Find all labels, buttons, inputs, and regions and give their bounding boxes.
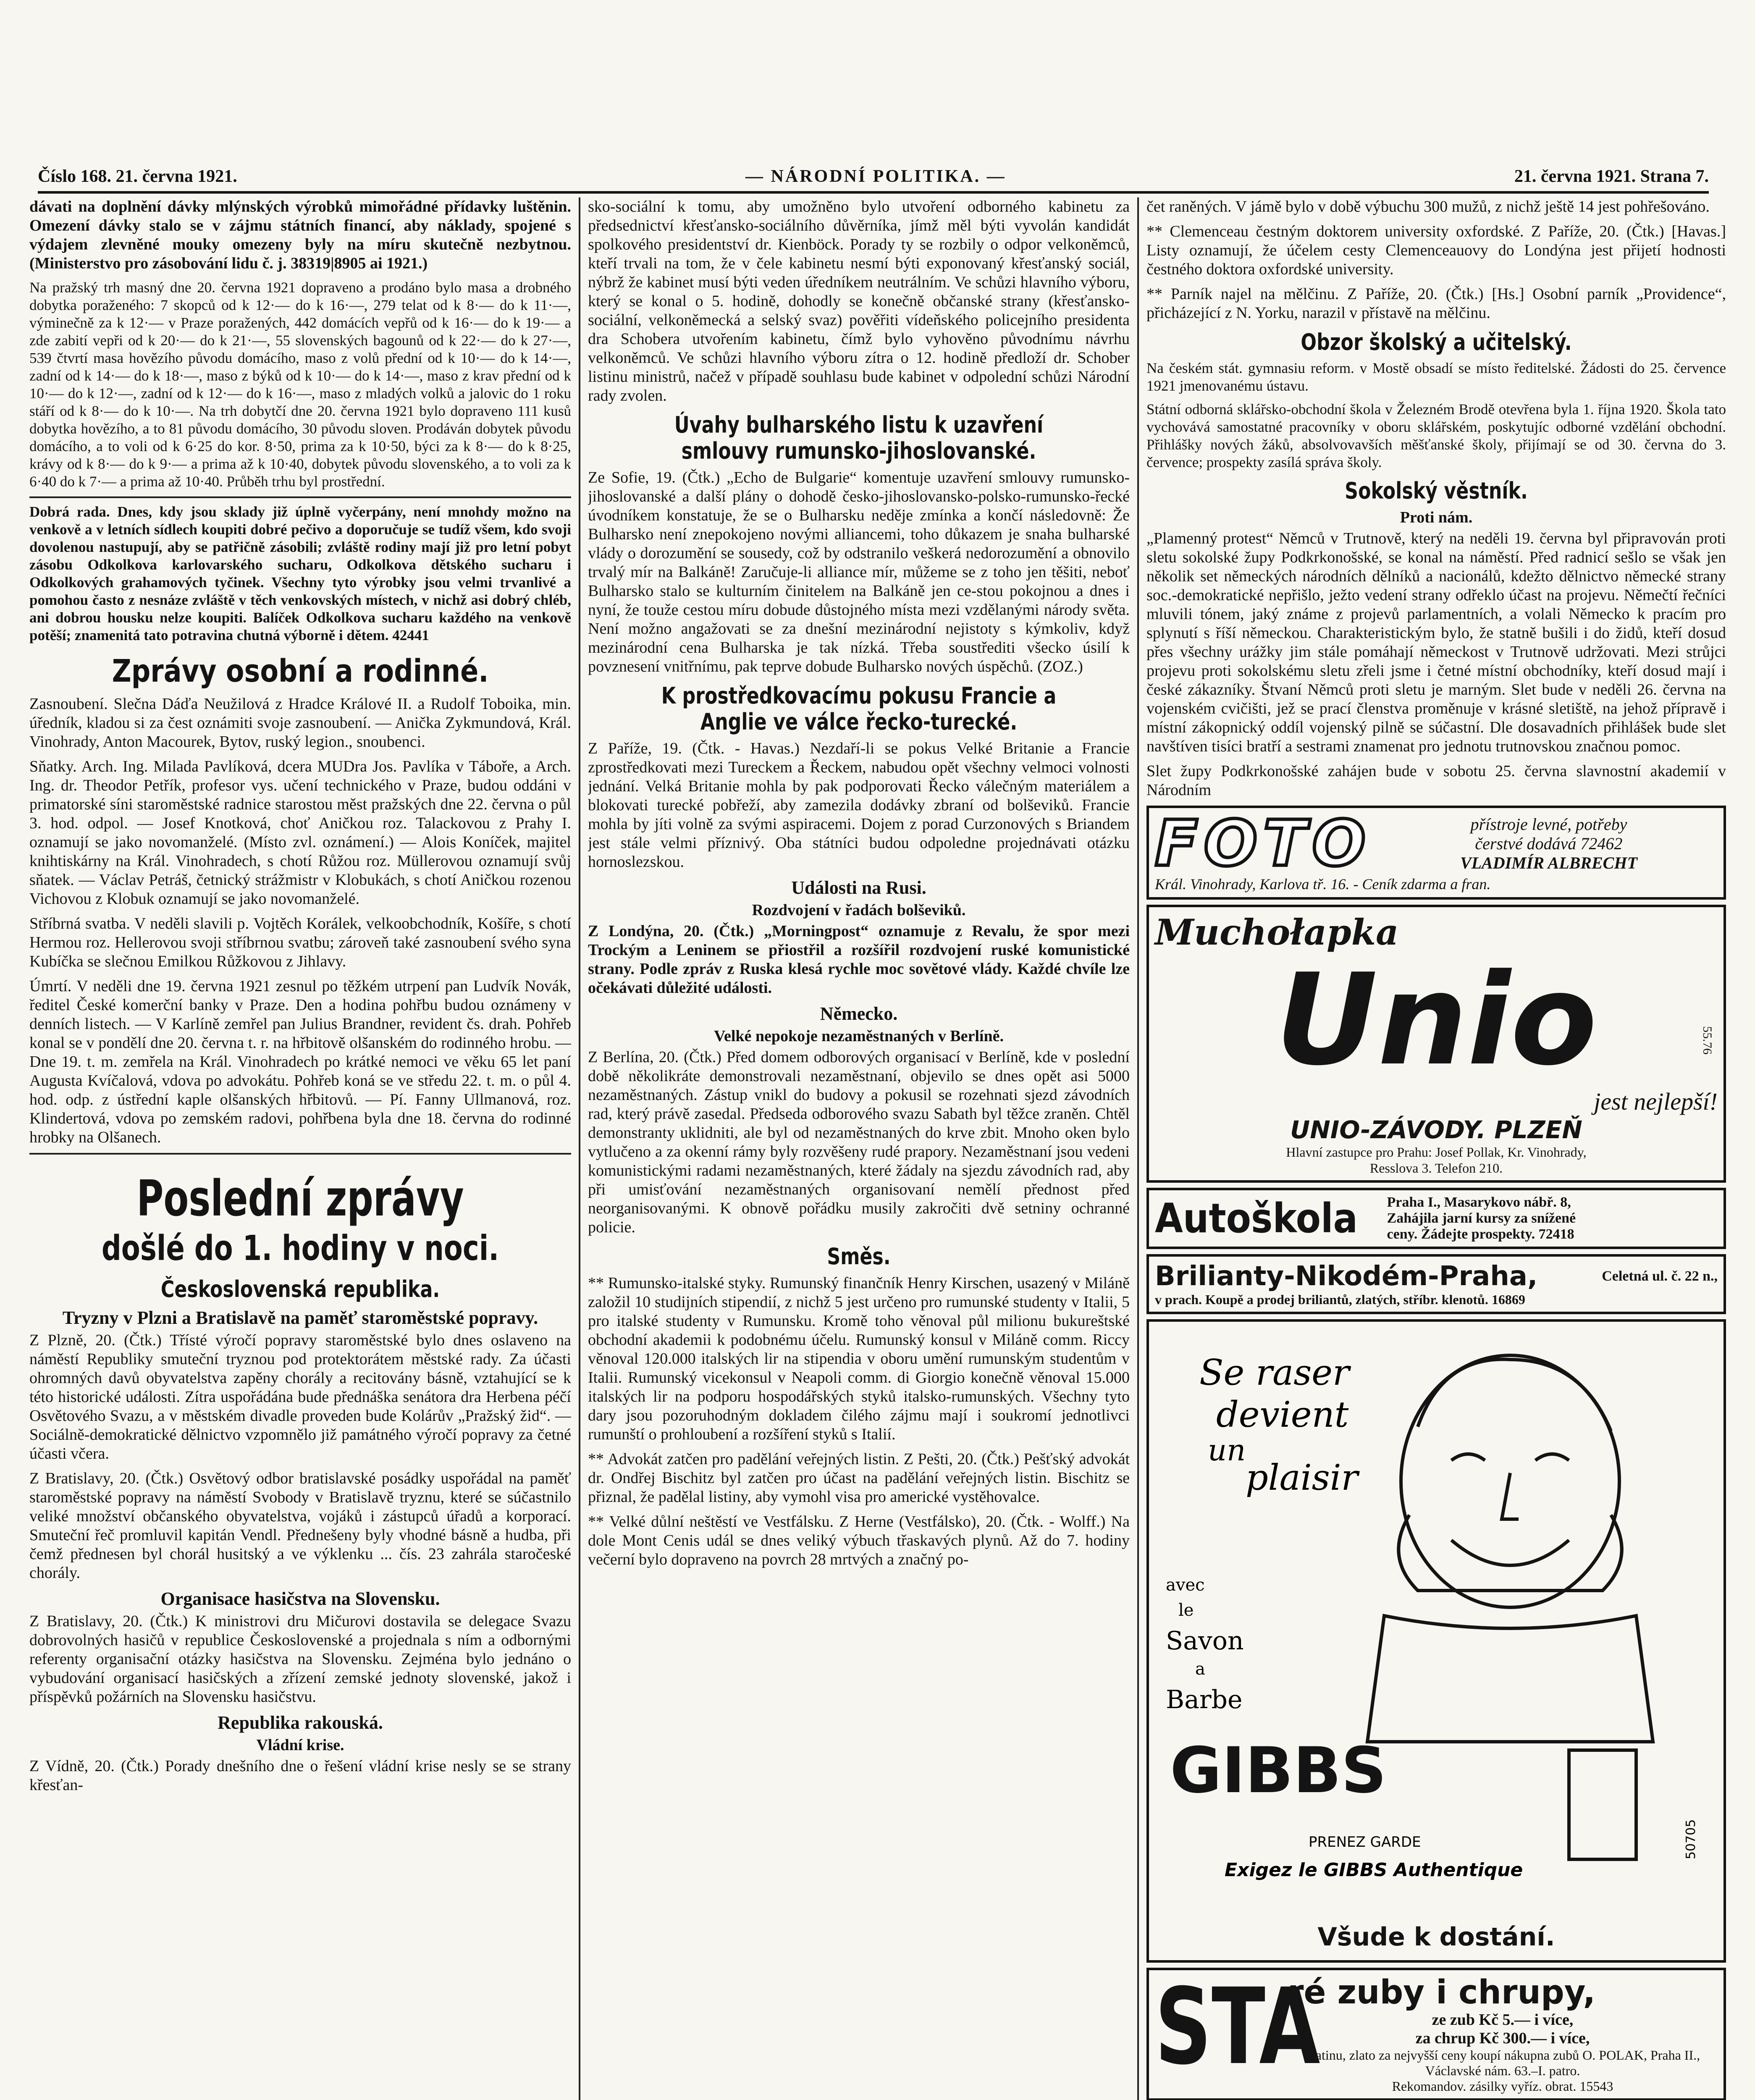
ad-sta-row [1155, 1966, 1718, 2094]
article-londyn: Z Londýna, 20. (Čtk.) „Morningpost“ oznamuje z Revalu, že spor mezi Trockým a Leninem se přiostřil a rozšířil rozdvojení ruské komunistické strany. Podle zpráv z Ruska klesá rychle moc sovětové vlády. Každé chvíle lze očekávati důležité události. [588, 922, 1130, 997]
ad-sta-heading: ré zuby i chrupy, [1288, 1974, 1596, 2011]
article-ranenych: čet raněných. V jámě bylo v době výbuchu 300 mužů, z nichž ještě 14 jest pohřešováno. [1146, 198, 1710, 215]
ad-unio-line-2: Resslova 3. Telefon 210. [1369, 1160, 1503, 1176]
ad-gibbs-illustration [1149, 1322, 1712, 1901]
column-rule-1 [579, 197, 580, 2100]
gibbs-script-2: devient [1216, 1394, 1349, 1435]
ad-foto-line-3: VLADIMÍR ALBRECHT [1460, 853, 1637, 872]
article-zasnoubeni: Zasnoubení. Slečna Dáďa Neužilová z Hradce Králové II. a Rudolf Toboika, min. úředník, kladou si za čest oznámiti svoje zasnoubení. — Anička Zykmundová, Král. Vinohrady, Anton Macourek, Bytov, ruský legion., snoubenci. [29, 695, 571, 751]
ad-sta-line-2: za chrup Kč 300.— i více, [1415, 2029, 1590, 2047]
heading-skolsky: Obzor školský a učitelský. [1301, 329, 1572, 355]
article-slet: Slet župy Podkrkonošské zahájen bude v sobotu 25. června slavnostní akademií v Národním [1146, 762, 1726, 799]
column-2 [588, 197, 1130, 2100]
ad-sta-text [1288, 1974, 1718, 2094]
gibbs-script-1: Se raser [1199, 1352, 1350, 1393]
heading-smes: Směs. [827, 1243, 891, 1270]
gibbs-word-avec: avec [1166, 1575, 1205, 1595]
page-header [38, 162, 1709, 194]
ad-gibbs [1146, 1319, 1726, 1963]
section-title-posledni: Poslední zprávy [136, 1169, 464, 1227]
article-trutnov: „Plamenný protest“ Němců v Trutnově, který na neděli 19. června byl připravován proti sletu sokolské župy Podkrkonošské, se konal na náměstí. Před radnicí sešlo se však jen několik set německých národních dělníků a nacionálů, kdežto dělnictvo německé strany soc.-demokratické nepřišlo, ježto vedení strany odřeklo účast na projevu. Němečtí řečníci mluvili tónem, jaký známe z projevů parlamentních, a volali Německo k pracím pro splynutí s říší německou. Charakteristickým bylo, že statně bušili i do židů, kteří dosud přes všechny urážky jim stále pomáhají německost v Trutnově udržovati. Mezi strůjci projevu proti sokolskému sletu zřeli jsme i četné místní obchodníky, kteří dosud mají i české zákazníky. Štvaní Němců proti sletu je marným. Slet bude v neděli 26. června na vojenském cvičišti, jež se prací členstva proměnuje v krásné sletiště, na jehož přípravě i místní zákopnický oddíl vojenský pilně se súčastní. Dle dosavadních přihlášek bude slet navštíven tisíci bratří a sestrami znamenat pro jednotu trutnovskou značnou pomoc. [1146, 530, 1726, 755]
ad-sta-line-3: platinu, zlato za nejvyšší ceny koupí nákupna zubů O. POLAK, Praha II., [1305, 2048, 1700, 2063]
gibbs-script-3: un [1208, 1433, 1246, 1467]
ad-unio [1146, 905, 1726, 1183]
heading-rakousko: Republika rakouská. [218, 1712, 383, 1733]
article-parnik: ** Parník najel na mělčinu. Z Paříže, 20. (Čtk.) [Hs.] Osobní parník „Providence“, přicházející z N. Yorku, narazil v přístavě na mělčinu. [1146, 285, 1726, 322]
ad-unio-plant: UNIO-ZÁVODY. PLZEŇ [1290, 1116, 1582, 1144]
heading-rus: Události na Rusi. [791, 877, 926, 898]
column-rule-2 [1137, 197, 1139, 2100]
gibbs-word-le: le [1178, 1601, 1194, 1620]
gibbs-word-savon: Savon [1166, 1626, 1244, 1656]
article-plzen: Z Plzně, 20. (Čtk.) Třísté výročí popravy staroměstské bylo dnes oslaveno na náměstí Republiky smuteční tryznou pod protektorátem městské rady. Za účasti ohromných davů obyvatelstva zapěny chorály a recitovány básně, vztahující se k této historické události. Zítra uspořádána bude přednáška senátora dra Herbena péčí Osvětového Svazu, a v městském divadle proveden bude Kolárův „Pražský žid“. — Sociálně-demokratické dělnictvo vzpomnělo již památného výročí popravy za četné účasti včera. [29, 1331, 571, 1462]
ad-stare-zuby [1146, 1968, 1726, 2100]
article-snatky: Sňatky. Arch. Ing. Milada Pavlíková, dcera MUDra Jos. Pavlíka v Táboře, a Arch. Ing. dr. Theodor Petřík, profesor vys. učení technického v Praze, budou oddáni v primatorské síni staroměstské radnice starostou měst pražských dne 22. června o půl 3. hod. odpol. — Josef Knotková, choť Aničkou roz. Talackovou z Prahy I. oznamují se jako novomanželé. (Místo zvl. oznámení.) — Alois Koníček, majitel knihtiskárny na Král. Vinohradech, s chotí Růžou roz. Müllerovou oznamují svůj sňatek. — Václav Petráš, četnický strážmistr v Klobukách, s chotí Aničkou rozenou Vichovou z Klobuk oznamují se jako novomanželé. [29, 758, 571, 908]
ad-autoskola-wordmark: Autoškola [1155, 1195, 1358, 1242]
ad-foto-line-1: přístroje levné, potřeby [1470, 815, 1627, 834]
issue-number: Číslo 168. 21. června 1921. [38, 167, 237, 186]
gibbs-word-barbe: Barbe [1166, 1685, 1243, 1714]
article-umrti: Úmrtí. V neděli dne 19. června 1921 zesnul po těžkém utrpení pan Ludvík Novák, ředitel České komerční banky v Praze. Den a hodina pohřbu budou oznámeny v denních listech. — V Karlíně zemřel pan Julius Brandner, revident čs. drah. Pohřeb konal se v pondělí dne 20. června t. r. na hřbitově olšanském do rodinného hrobu. — Dne 19. t. m. zemřela na Král. Vinohradech po krátké nemoci ve věku 65 let paní Augusta Kvíčalová, vdova po advokátu. Pohřeb koná se ve středu 22. t. m. o půl 4. hod. odp. z ústřední kaple olšanských hřbitovů. — Pí. Fanny Ullmanová, roz. Klindertová, vdova po zemském radovi, pohřbena byla dne 18. června do rodinné hrobky na Olšanech. [29, 977, 571, 1146]
ad-foto-row [1155, 807, 1718, 880]
page-date: 21. června 1921. Strana 7. [1514, 167, 1709, 186]
article-dulni-nestesti: ** Velké důlní neštěstí ve Vestfálsku. Z Herne (Vestfálsko), 20. (Čtk. - Wolff.) Na dole Mont Cenis udál se dnes veliký výbuch třaskavých plynů. Až do 7. hodiny večerní bylo dopraveno na povrch 28 mrtvých a značný po- [588, 1513, 1130, 1568]
article-clemenceau: ** Clemenceau čestným doktorem university oxfordské. Z Paříže, 20. (Čtk.) [Havas.] Listy oznamují, že účelem cesty Clemenceauovy do Londýna jest přijetí hodnosti čestného doktora oxfordské university. [1146, 223, 1726, 278]
column-3 [1146, 197, 1726, 2100]
article-pariz: Z Paříže, 19. (Čtk. - Havas.) Nezdaří-li se pokus Velké Britanie a Francie zprostředkovati mezi Tureckem a Řeckem, nabudou opět všechny velmoci volnosti jednání. Velká Britanie mohla by pak podporovati Řecko válečným materiálem a blokovati turecké pobřeží, aby zamezila dodávky zbraní od bolševiků. Francie mohla by jíti volně za svými aspiracemi. Dojem z porad Curzonových s Briandem jest stále velmi příznivý. Oba státníci budou odpoledne projednávati otázku hornoslezskou. [588, 740, 1130, 871]
article-viden: Z Vídně, 20. (Čtk.) Porady dnešního dne o řešení vládní krise nesly se se strany křesťan- [29, 1757, 571, 1794]
ad-brilianty-address: Celetná ul. č. 22 n., [1602, 1268, 1718, 1284]
column-1 [29, 197, 571, 2100]
heading-cs-republika: Československá republika. [160, 1276, 440, 1302]
article-sofie: Ze Sofie, 19. (Čtk.) „Echo de Bulgarie“ komentuje uzavření smlouvy rumunsko-jihoslovanské a další plány o dohodě česko-jihoslovansko-polsko-rumunsko-řecké úvodníkem konstatuje, že se o Bulharsku neděje zmínka a končí následovně: Že Bulharsko není znepokojeno novými alliancemi, toho důkazem je snaha bulharské vlády o dorozumění se sousedy, což by odstranilo veškerá nedorozumění a obnovilo trvalý mír na Balkáně! Zaručuje-li alliance mír, můžeme se z toho jen těšiti, neboť Bulharsko stalo se kulturním činitelem na Balkáně jen ce-stou pokojnou a dnes i nyní, že touže cestou míru dobude důstojného místa mezi vzdělanými národy světa. Není možno angažovati se za dnešní mezinárodní nejistoty s kýmkoliv, když mezinárodní cena Bulharska je tak nízká. Třeba soustřediti všecko úsilí k povznesení vnitřnímu, pak teprve dobude Bulharsko nových úspěchů. (ZOZ.) [588, 469, 1130, 675]
gibbs-side-number: 50705 [1684, 1819, 1698, 1859]
article-meat-market: Na pražský trh masný dne 20. června 1921 dopraveno a prodáno bylo masa a drobného dobytka poraženého: 7 skopců od k 12·— do k 16·—, 279 telat od k 8·— do k 11·—, výminečně za k 12·— v Praze poražených, 442 domácích vepřů od k 16·— do k 19·— a zde zabití vepři od k 20·— do k 21·—, 55 slovenských bagounů od k 22·— do k 27·—, 539 čtvrtí masa hovězího původu domácího, maso z volů přední od k 10·— do k 14·—, zadní od k 14·— do k 18·—, maso z býků od k 10·— do k 14·—, maso z krav přední od k 10·— do k 12·—, zadní od k 12·— do k 16·—, maso z mladých volků a jalovic do 1 roku stáří od k 8·— do k 10·—. Na trh dobytčí dne 20. června 1921 bylo dopraveno 111 kusů dobytka hovězího, a to 81 původu domácího, 30 původu sloven. Prodáván dobytek původu domácího, a to voli od k 6·25 do kor. 8·50, prima za k 10·50, býci za k 8·— do k 8·25, krávy od k 8·— do k 9·— a prima až k 10·40, dobytek původu slovenského, a to voli za k 6·40 do k 7·— a prima až 10·40. Průběh trhu byl prostřední. [29, 279, 571, 490]
ad-foto-line-4: Král. Vinohrady, Karlova tř. 16. - Ceník zdarma a fran. [1155, 876, 1491, 892]
ad-brilianty-line-2: v prach. Koupě a prodej briliantů, zlatých, stříbr. klenotů. 16869 [1155, 1292, 1525, 1307]
gibbs-vsude: Všude k dostání. [1317, 1922, 1555, 1952]
article-zelezny-brod: Státní odborná sklářsko-obchodní škola v Železném Brodě otevřena byla 1. října 1920. Škola tato vychovává samostatné pracovníky v oboru sklářském, poskytujíc odborné vzdělání obchodní. Přihlášky nových žáků, absolvovavších měšťanské školy, přijímají se od 30. června do 3. července; prospekty zasílá správa školy. [1146, 401, 1726, 470]
ad-autoskola [1146, 1188, 1726, 1249]
ad-sta-line-4: Václavské nám. 63.–I. patro. [1425, 2063, 1580, 2078]
article-dobra-rada: Dobrá rada. Dnes, kdy jsou sklady již úplně vyčerpány, není mnohdy možno na venkově a v letních sídlech koupiti dobré pečivo a doporučuje se tudíž všem, kdo svoji dovolenou nastupují, aby se patřičně zásobili; zvláště rodiny mají již pro letní pobyt zásobu Odkolkova karlovarského sucharu, Odkolkova dětského sucharu i Odkolkových grahamových tyčinek. Všechny tyto výrobky jsou velmi trvanlivé a pomohou často z nesnáze zvláště v těch venkovských místech, v nichž asi dobrý chléb, ani dobrou housku nelze koupiti. Balíček Odkolkova sucharu každého na venkově potěší; znamenitá tato potravina chutná výborně i dětem. 42441 [29, 504, 571, 643]
masthead-title: — NÁRODNÍ POLITIKA. — [745, 167, 1006, 186]
article-flour: dávati na doplnění dávky mlýnských výrobků mimořádné přídavky luštěnin. Omezení dávky stalo se v zájmu státních financí, aby náklady, spojené s výdajem zlevněné mouky omezeny byly na míru skutečně nezbytnou. (Ministerstvo pro zásobování lidu č. j. 38319|8905 ai 1921.) [29, 198, 571, 272]
divider [29, 496, 571, 498]
ad-foto [1146, 806, 1726, 900]
gibbs-word-a: a [1195, 1659, 1205, 1679]
ad-brilianty [1146, 1254, 1726, 1314]
divider [29, 1153, 571, 1155]
ad-autoskola-line-2: Zahájila jarní kursy za snížené [1387, 1210, 1576, 1226]
heading-nemecko: Německo. [820, 1003, 898, 1024]
gibbs-brand: GIBBS [1170, 1734, 1387, 1807]
gibbs-prenez: PRENEZ GARDE [1309, 1834, 1421, 1851]
article-berlin: Z Berlína, 20. (Čtk.) Před domem odborových organisací v Berlíně, kde v poslední době několikráte demonstrovali nezaměstnaní, objevilo se dnes opět asi 5000 nezaměstnaných. Zástup vnikl do budovy a pokusil se rozehnati sjezd závodních rad, který právě zasedal. Předseda odborového svazu Sabath byl těžce zraněn. Chtěl demonstranty uklidniti, ale byl od nezaměstnaných do krve zbit. Mnoho oken bylo vytlučeno a za okenní rámy byly rozvěšeny rudé prapory. Nezaměstnaní jsou vedeni komunistickými radami nezaměstnaných, které žádaly na sjezdu závodních rad, aby při umisťování nezaměstnaných organisovaní nemělí přednost před neorganisovanými. K obnově pořádku musily zakročiti dvě setniny ochranné policie. [588, 1048, 1130, 1236]
heading-sokolsky: Sokolský věstník. [1345, 478, 1528, 504]
subheading-vladni-krise: Vládní krise. [256, 1736, 344, 1754]
article-most: Na českém stát. gymnasiu reform. v Mostě obsadí se místo ředitelské. Žádosti do 25. července 1921 jmenovanému ústavu. [1146, 360, 1726, 394]
ad-sta-line-1: ze zub Kč 5.— i více, [1432, 2011, 1574, 2029]
heading-tryzny: Tryzny v Plzni a Bratislavě na paměť staroměstské popravy. [62, 1307, 538, 1328]
gibbs-script-4: plaisir [1246, 1457, 1358, 1498]
ad-brilianty-row [1155, 1261, 1718, 1292]
ad-unio-logo: Unio [1275, 947, 1598, 1093]
ad-foto-lines [1380, 815, 1718, 873]
ad-unio-side-number: 55.76 [1700, 1026, 1714, 1055]
gibbs-exigez: Exigez le GIBBS Authentique [1225, 1859, 1523, 1881]
article-viden-cont: sko-sociální k tomu, aby umožněno bylo utvoření odborného kabinetu za předsednictví křesťansko-sociálního důvěrníka, jímž měl býti vyvolán kandidát spolkového presidentství dr. Kienböck. Porady ty se rozbily o odpor velkoněmců, kteří trvali na tom, že v čele kabinetu nesmí býti exponovaný křesťanský sociál, nýbrž že kabinet musí býti veden úředníkem neutrálním. Ve schůzi hlavního výboru, který se konal o 5. hodině, dohodly se konečně občanské strany (křesťansko-sociální, velkoněmecká a selský svaz) pověřiti vídeňského policejního presidenta dra Schobera utvořením kabinetu, čímž bylo vyhověno původnímu návrhu velkoněmců. Ve schůzi hlavního výboru zítra o 12. hodině předloží dr. Schober listinu ministrů, načež v případě souhlasu bude kabinet v odpolední schůzi Národní rady zvolen. [588, 198, 1130, 404]
heading-hasici: Organisace hasičstva na Slovensku. [160, 1588, 440, 1609]
section-subtitle-dosle: došlé do 1. hodiny v noci. [101, 1228, 499, 1268]
shaving-man-drawing [1367, 1355, 1653, 1742]
ad-autoskola-lines [1387, 1194, 1718, 1242]
article-stribrna-svatba: Stříbrná svatba. V neděli slavili p. Vojtěch Korálek, velkoobchodník, Košíře, s chotí Hermou roz. Hellerovou svoji stříbrnou svatbu; zároveň také zasnoubení svého syna Kubíčka se slečnou Emilkou Růžkovou z Jihlavy. [29, 915, 571, 970]
article-bratislava-1: Z Bratislavy, 20. (Čtk.) Osvětový odbor bratislavské posádky uspořádal na paměť staroměstské popravy na náměstí Svobody v Bratislavě tryznu, které se súčastnilo veliké množství občanského obyvatelstva, vojáků i zástupců úřadů a korporací. Smuteční řeč promluvil kapitán Vendl. Přednešeny byly vhodné básně a hudba, při čemž přednesen byl chorál husitský a ve výklenku ... čís. 23 zahrála staročeské chorály. [29, 1470, 571, 1582]
ad-unio-tagline: jest nejlepší! [1594, 1088, 1718, 1115]
section-title-osobni: Zprávy osobní a rodinné. [112, 653, 489, 689]
ad-autoskola-line-1: Praha I., Masarykovo nábř. 8, [1387, 1194, 1571, 1210]
ad-sta-line-5: Rekomandov. zásilky vyříz. obrat. 15543 [1392, 2079, 1613, 2094]
ad-autoskola-row [1155, 1194, 1718, 1242]
subheading-rozdvojeni: Rozdvojení v řadách bolševiků. [752, 901, 966, 919]
ad-sta-wordmark: STA [1155, 1966, 1320, 2088]
subheading-nepokoje: Velké nepokoje nezaměstnaných v Berlíně. [714, 1027, 1004, 1045]
article-bratislava-2: Z Bratislavy, 20. (Čtk.) K ministrovi dru Mičurovi dostavila se delegace Svazu dobrovolných hasičů v republice Československé a projednala s ním a odbornými referenty organisační otázky hasičstva na Slovensku. Zejména bylo jednáno o vybudování organisací hasičských a zřízení zemské jednoty slovenské, jakož i příspěvků požárních na Slovensku hasičstvu. [29, 1612, 571, 1706]
ad-brilianty-wordmark: Brilianty-Nikodém-Praha, [1155, 1261, 1538, 1292]
article-advokat: ** Advokát zatčen pro padělání veřejných listin. Z Pešti, 20. (Čtk.) Pešťský advokát dr. Ondřej Bischitz byl zatčen pro účast na padělání veřejných listin. Bischitz se přiznal, že padělal listiny, aby vymohl visa pro americké vystěhovalce. [588, 1450, 1130, 1506]
ad-unio-line-1: Hlavní zastupce pro Prahu: Josef Pollak, Kr. Vinohrady, [1286, 1144, 1587, 1160]
heading-prostredkovani: K prostředkovacímu pokusu Francie a Anglie ve válce řecko-turecké. [661, 682, 1057, 735]
ad-foto-line-2: čerstvé dodává 72462 [1475, 834, 1623, 853]
ad-foto-wordmark: FOTO [1155, 807, 1372, 880]
gibbs-tube-icon [1569, 1750, 1636, 1859]
ad-autoskola-line-3: ceny. Žádejte prospekty. 72418 [1387, 1226, 1574, 1242]
heading-uvahy: Úvahy bulharského listu k uzavření smlouvy rumunsko-jihoslovanské. [674, 412, 1044, 464]
subheading-proti-nam: Proti nám. [1400, 509, 1473, 526]
ad-unio-top: Muchołapka [1155, 911, 1399, 953]
article-rumunsko-italske: ** Rumunsko-italské styky. Rumunský finančník Henry Kirschen, usazený v Miláně založil 10 studijních stipendií, z nichž 5 jest určeno pro rumunské studenty v Italii, 5 pro italské studenty v Rumunsku. Kromě toho věnoval půl milionu bukureštské obchodní akademii k podobnému účelu. Rumunský konsul v Miláně comm. Riccy věnoval 120.000 italských lir na stipendia v oboru umění rumunským studentům v Italii. Rumunský vicekonsul v Neapoli comm. di Giorgio konečně věnoval 15.000 italských lir na podporu hospodářských styků italsko-rumunských. Všechny tyto dary jsou pozoruhodným dokladem čilého zájmu mají i soukromí jednotlivci rumunští o prohloubení a rozšíření styků s Italií. [588, 1274, 1130, 1443]
